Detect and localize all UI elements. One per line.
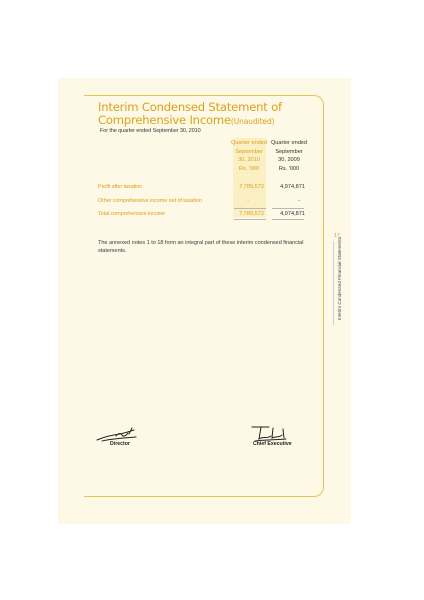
current-value: 7,789,572	[239, 184, 264, 190]
prior-value: -	[298, 198, 300, 204]
current-value: -	[247, 198, 249, 204]
header-line: September	[235, 148, 263, 155]
total-top-rule	[234, 208, 266, 209]
prior-value: 4,974,871	[280, 211, 305, 217]
header-line: 30, 2009	[278, 157, 300, 164]
header-line: September	[275, 148, 303, 155]
total-bottom-rule	[234, 219, 266, 220]
page-number: 17	[334, 233, 341, 239]
total-top-rule	[272, 208, 304, 209]
row-label: Total comprehensive income	[98, 211, 166, 217]
annexed-notes-text: The annexed notes 1 to 18 form an integral part of these interim condensed financial statements.	[98, 240, 304, 254]
header-line: Rs. '000	[278, 165, 300, 172]
period-caption: For the quarter ended September 30, 2010	[100, 128, 201, 134]
header-line: 30, 2010	[238, 157, 260, 164]
header-line: Quarter ended	[270, 140, 308, 146]
header-line: Quarter ended	[230, 140, 268, 146]
header-line: Rs. '000	[238, 165, 260, 172]
sidebar-rule	[333, 241, 334, 325]
current-value: 7,789,572	[239, 211, 264, 217]
row-label: Other comprehensive income net of taxation	[98, 198, 202, 204]
title-main: Interim Condensed Statement of Comprehensive Income	[98, 100, 282, 127]
prior-column-header	[270, 139, 308, 173]
row-label: Profit after taxation	[98, 184, 143, 190]
sidebar-section-title: Interim Condensed Financial Statements	[337, 237, 342, 320]
current-column-header	[230, 139, 268, 173]
chief-executive-label: Chief Executive	[253, 441, 292, 447]
director-label: Director	[110, 441, 130, 447]
title-sub: (Unaudited)	[230, 116, 275, 126]
prior-value: 4,974,871	[280, 184, 305, 190]
total-bottom-rule	[272, 219, 304, 220]
statement-title	[98, 101, 328, 128]
